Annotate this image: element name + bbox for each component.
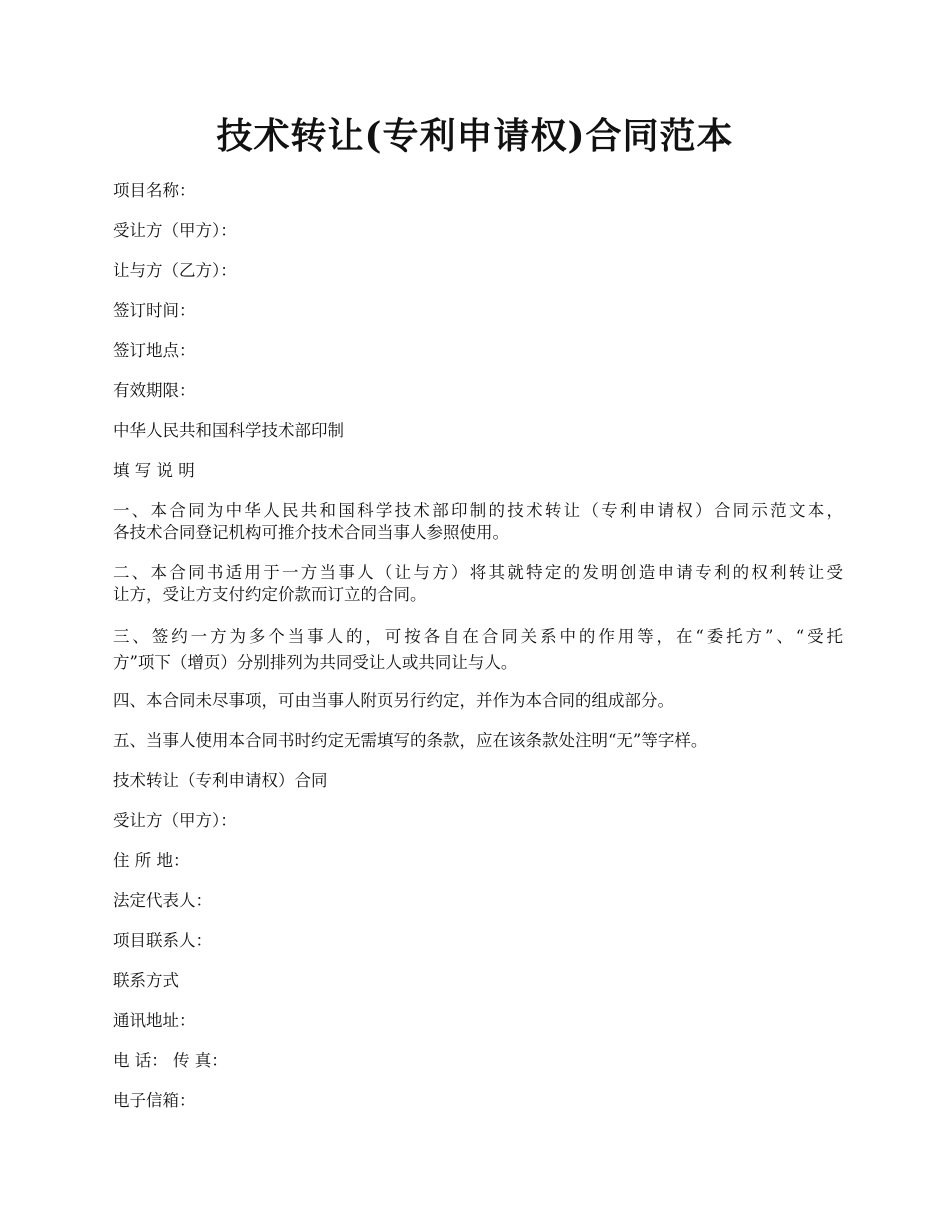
- address-line: 住 所 地：: [113, 851, 190, 870]
- instruction-item-3-line-1: 三、签约一方为多个当事人的，可按各自在合同关系中的作用等，在“委托方”、“受托: [113, 627, 843, 646]
- phone-fax-line: 电 话： 传 真：: [113, 1051, 228, 1070]
- sign-time-line: 签订时间：: [113, 301, 196, 320]
- project-contact-line: 项目联系人：: [113, 931, 212, 950]
- assignor-line: 让与方（乙方）：: [113, 261, 237, 280]
- contract-heading: 技术转让（专利申请权）合同: [113, 771, 328, 790]
- validity-line: 有效期限：: [113, 381, 196, 400]
- instruction-item-1-line-1: 一、本合同为中华人民共和国科学技术部印制的技术转让（专利申请权）合同示范文本，: [113, 501, 843, 520]
- instruction-item-1: [113, 500, 843, 562]
- instruction-item-2-line-2: 让方，受让方支付约定价款而订立的合同。: [113, 585, 427, 604]
- instruction-item-3-line-2: 方”项下（增页）分别排列为共同受让人或共同让与人。: [113, 653, 518, 672]
- instruction-item-4: 四、本合同未尽事项，可由当事人附页另行约定，并作为本合同的组成部分。: [113, 691, 674, 710]
- instruction-item-3: [113, 624, 843, 690]
- instruction-item-1-line-2: 各技术合同登记机构可推介技术合同当事人参照使用。: [113, 523, 509, 542]
- sign-place-line: 签订地点：: [113, 341, 196, 360]
- instruction-item-2-line-1: 二、本合同书适用于一方当事人（让与方）将其就特定的发明创造申请专利的权利转让受: [113, 563, 843, 582]
- instructions-heading: 填 写 说 明: [113, 461, 195, 480]
- document-body: [113, 180, 843, 1130]
- contact-method-line: 联系方式: [113, 971, 179, 990]
- instruction-item-2: [113, 562, 843, 624]
- email-line: 电子信箱：: [113, 1091, 196, 1110]
- legal-rep-line: 法定代表人：: [113, 891, 212, 910]
- party-a-line: 受让方（甲方）：: [113, 811, 237, 830]
- instruction-item-5: 五、当事人使用本合同书时约定无需填写的条款，应在该条款处注明“无”等字样。: [113, 731, 708, 750]
- printed-by-line: 中华人民共和国科学技术部印制: [113, 421, 344, 440]
- document-title: 技术转让(专利申请权)合同范本: [216, 115, 734, 157]
- project-name-line: 项目名称：: [113, 181, 196, 200]
- assignee-line: 受让方（甲方）：: [113, 221, 237, 240]
- mailing-address-line: 通讯地址：: [113, 1011, 196, 1030]
